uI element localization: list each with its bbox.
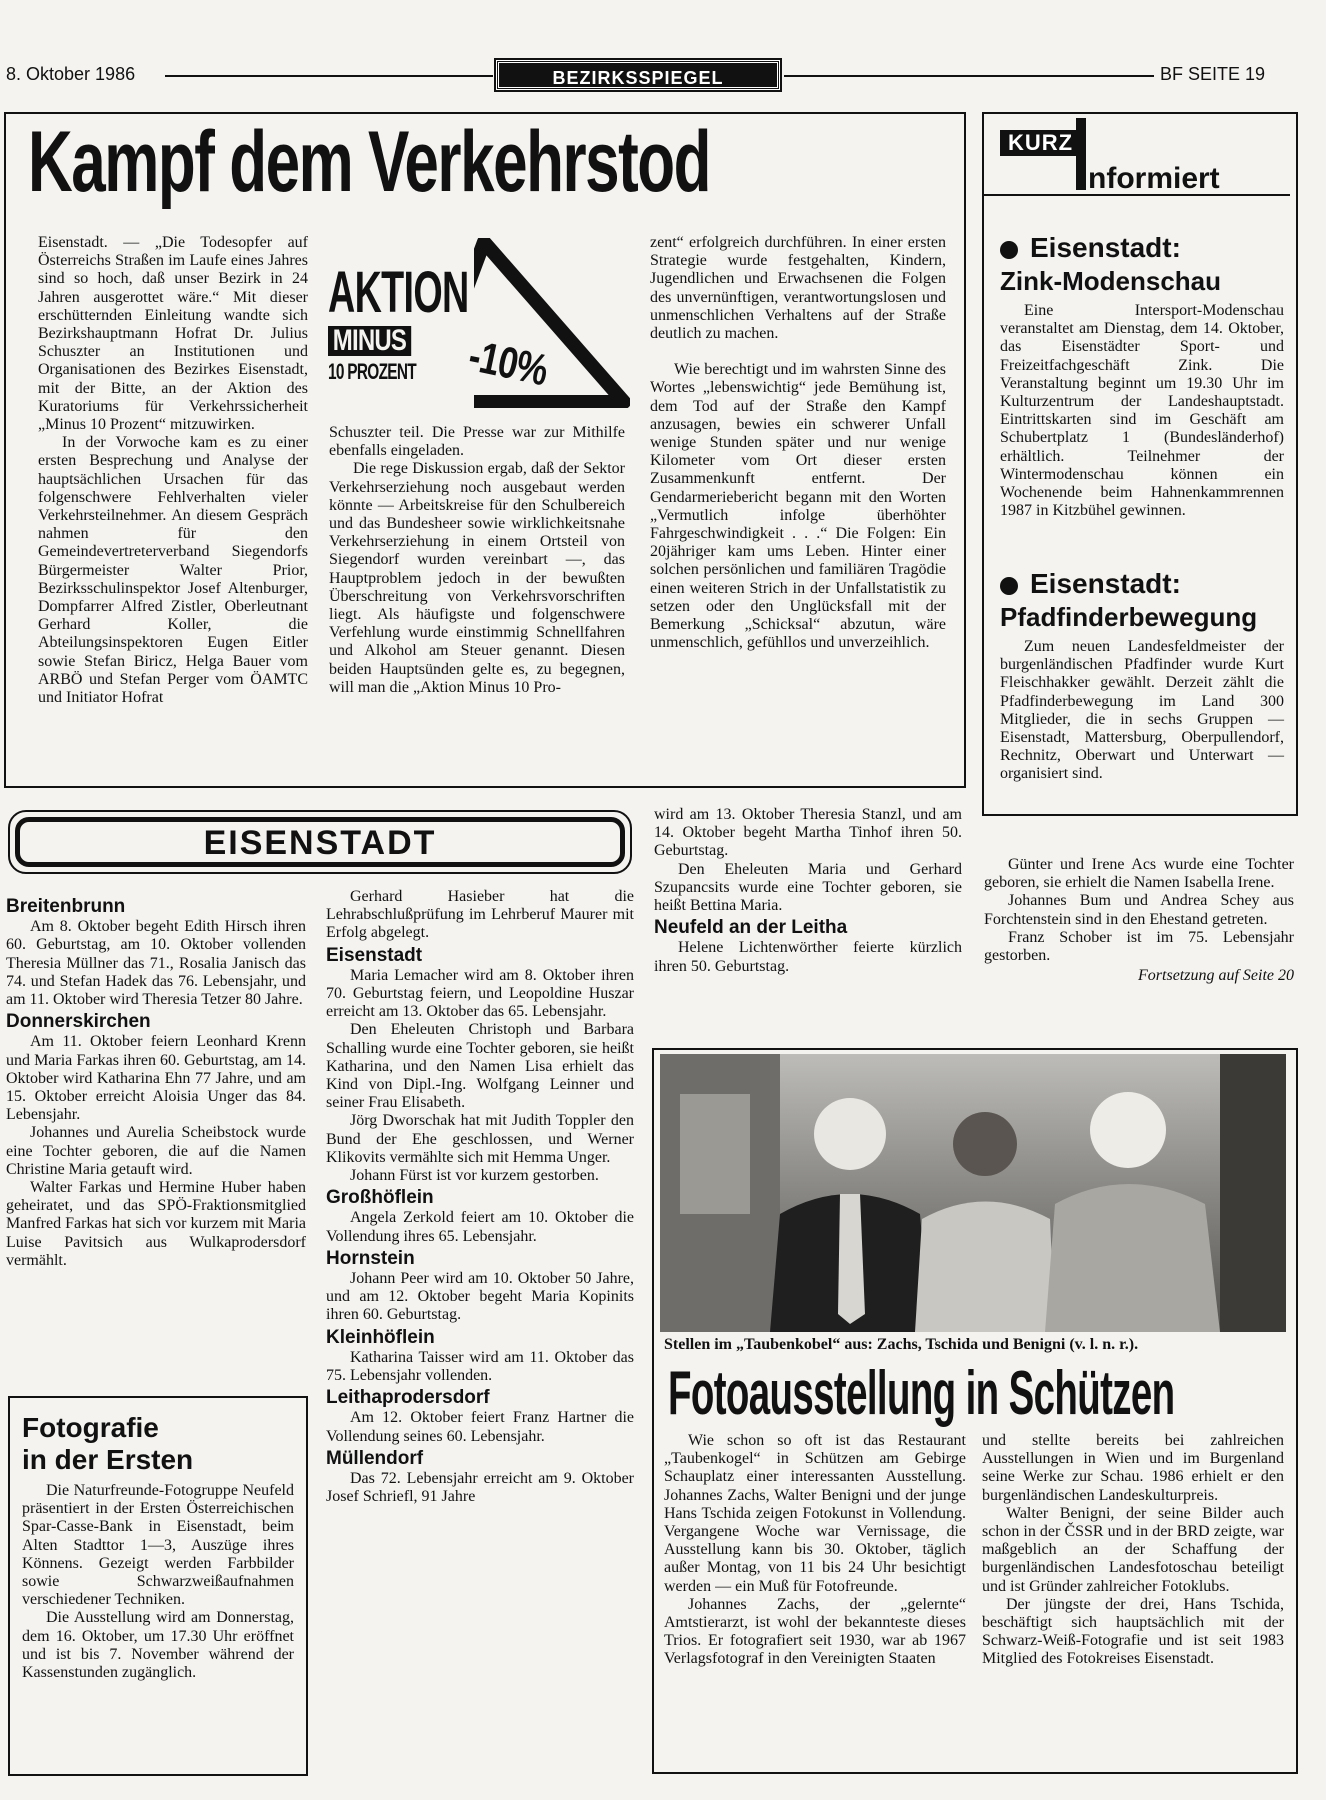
town-heading: Breitenbrunn (6, 896, 126, 917)
notice-paragraph: Am 12. Oktober feiert Franz Hartner die Vollendung seines 60. Lebensjahr. (326, 1409, 634, 1445)
notice-paragraph: Franz Schober ist im 75. Lebensjahr gestorben. (984, 928, 1294, 965)
kurz-item-subtitle: Pfadfinderbewegung (1000, 602, 1258, 632)
town-heading: Neufeld an der Leitha (654, 917, 848, 939)
town-heading: Großhöflein (326, 1187, 434, 1209)
kurz-label: KURZ (1000, 130, 1081, 156)
photo-story-col-1 (664, 1432, 966, 1669)
three-men-photo-icon (660, 1054, 1286, 1332)
eisenstadt-banner (8, 810, 632, 874)
prozent-label: 10 PROZENT (328, 359, 416, 384)
continued-note: Fortsetzung auf Seite 20 (1138, 967, 1294, 985)
photo-story-col-2 (982, 1432, 1284, 1669)
informiert-label: nformiert (1088, 162, 1220, 195)
kurz-item-1 (1000, 232, 1284, 520)
header-rule-left (165, 75, 493, 77)
aktion-minus-logo (324, 238, 630, 408)
issue-date: 8. Oktober 1986 (6, 64, 136, 84)
lead-col-2 (329, 424, 625, 697)
photo-caption: Stellen im „Taubenkobel“ aus: Zachs, Tschida und Benigni (v. l. n. r.). (664, 1336, 1139, 1353)
fotografie-paragraph: Die Naturfreunde-Fotogruppe Neufeld präsentiert in der Ersten Österreichischen Spar-Casse-Bank in Eisenstadt, beim Alten Stadttor 1—3, Auszüge ihres Könnens. Gezeigt werden Farbbilder sowie Schwarzweißaufnahmen verschiedener Techniken. (22, 1482, 294, 1609)
lead-paragraph: In der Vorwoche kam es zu einer ersten Besprechung und Analyse der hauptsächlichen Ursachen für das folgenschwere Fehlverhalten vieler Verkehrsteilnehmer. An diesem Gespräch nahmen für den Gemeindevertreterverband Siegendorfs Bürgermeister Walter Prior, Bezirksschulinspektor Josef Altenburger, Dompfarrer Alfred Zistler, Oberleutnant Gerhard Koller, die Abteilungsinspektoren Eugen Eitler sowie Stefan Biricz, Helga Bauer vom ARBÖ und Stefan Perger vom ÖAMTC und Initiator Hofrat (38, 434, 308, 707)
notice-paragraph: Den Eheleuten Maria und Gerhard Szupancsits wurde eine Tochter geboren, sie heißt Bettina Maria. (654, 860, 962, 915)
fotografie-paragraph: Die Ausstellung wird am Donnerstag, dem 16. Oktober, um 17.30 Uhr eröffnet und ist bis 7. November während der Kassenstunden zugänglich. (22, 1609, 294, 1682)
notice-paragraph: Johannes Bum und Andrea Schey aus Forchtenstein sind in den Ehestand getreten. (984, 892, 1294, 928)
notice-paragraph: Am 11. Oktober feiern Leonhard Krenn und Maria Farkas ihren 60. Geburtstag, am 14. Oktober wird Katharina Ehn 77 Jahre, und am 15. Oktober erreicht Aloisia Unger das 84. Lebensjahr. (6, 1033, 306, 1124)
notice-paragraph: Angela Zerkold feiert am 10. Oktober die Vollendung ihres 65. Lebensjahr. (326, 1209, 634, 1245)
eisenstadt-col-3 (654, 806, 962, 976)
photo-story-paragraph: Wie schon so oft ist das Restaurant „Taubenkogel“ in Schützen am Gebirge Schauplatz einer interessanten Ausstellung. Johannes Zachs, Walter Benigni und der junge Hans Tschida zeigen Fotokunst in Vollendung. Vergangene Woche war Vernissage, die Ausstellung kann bis 30. Oktober, täglich außer Montag, von 11 bis 24 Uhr besichtigt werden — ein Muß für Fotofreunde. (664, 1432, 966, 1595)
kurz-item-subtitle: Zink-Modenschau (1000, 266, 1222, 296)
lead-paragraph: Wie berechtigt und im wahrsten Sinne des Wortes „lebenswichtig“ jede Bemühung ist, dem Tod auf der Straße den Kampf anzusagen, bewies ein schwerer Unfall wenige Stunden später und nur wenige Kilometer vom Ort dieser ersten Zusammenkunft entfernt. Der Gendarmeriebericht begann mit den Worten „Vermutlich infolge überhöhter Fahrgeschwindigkeit . . .“ Die Folgen: Ein 20jähriger kam ums Leben. Hinter einer solchen persönlichen und familiären Tragödie einen weiteren Strich in der Unfallstatistik zu setzen oder den Unglücksfall mit der Bemerkung „Schicksal“ abzutun, wäre unmenschlich, gefühllos und unverzeihlich. (650, 361, 946, 652)
notice-paragraph: wird am 13. Oktober Theresia Stanzl, und am 14. Oktober begeht Martha Tinhof ihren 50. Geburtstag. (654, 806, 962, 860)
kurz-item-text: Zum neuen Landesfeldmeister der burgenländischen Pfadfinder wurde Kurt Fleischhakker gewählt. Derzeit zählt die Pfadfinderbewegung im Land 300 Mitglieder, die in sechs Gruppen — Eisenstadt, Mattersburg, Oberpullendorf, Rechnitz, Oberwart und Unterwart — organisiert sind. (1000, 638, 1284, 783)
page-number: BF SEITE 19 (1160, 64, 1266, 84)
town-heading: Kleinhöflein (326, 1326, 435, 1348)
town-heading: Donnerskirchen (6, 1011, 151, 1033)
photo-story-paragraph: Der jüngste der drei, Hans Tschida, beschäftigt sich hauptsächlich mit der Schwarz-Weiß-Fotografie und ist seit 1983 Mitglied des Fotokreises Eisenstadt. (982, 1595, 1284, 1668)
aktion-label: AKTION (328, 260, 469, 325)
notice-paragraph: Walter Farkas und Hermine Huber haben geheiratet, und das SPÖ-Fraktionsmitglied Manfred Farkas hat sich vor kurzem mit Maria Luise Pavitsich aus Wulkaprodersdorf vermählt. (6, 1179, 306, 1269)
lead-col-3 (650, 234, 946, 652)
notice-paragraph: Katharina Taisser wird am 11. Oktober das 75. Lebensjahr vollenden. (326, 1348, 634, 1385)
lead-headline: Kampf dem Verkehrstod (28, 114, 711, 210)
eisenstadt-col-4 (984, 856, 1294, 985)
minus-label: MINUS (328, 326, 411, 356)
fotografie-title (22, 1412, 193, 1476)
eisenstadt-col-2 (326, 888, 634, 1507)
kurz-item-2 (1000, 568, 1284, 784)
notice-paragraph: Johannes und Aurelia Scheibstock wurde eine Tochter geboren, die auf die Namen Christine Maria getauft wird. (6, 1124, 306, 1178)
kurz-i-bar (1076, 118, 1086, 190)
kurz-item-title: Eisenstadt: (1030, 568, 1181, 599)
town-heading: Leithaprodersdorf (326, 1387, 490, 1409)
notice-paragraph: Günter und Irene Acs wurde eine Tochter geboren, sie erhielt die Namen Isabella Irene. (984, 856, 1294, 892)
notice-paragraph: Johann Peer wird am 10. Oktober 50 Jahre, und am 12. Oktober begeht Maria Kopinits ihren 60. Geburtstag. (326, 1270, 634, 1324)
kurz-item-text: Eine Intersport-Modenschau veranstaltet am Dienstag, dem 14. Oktober, das Eisenstädter Sport- und Freizeitfachgeschäft Zink. Die Veranstaltung beginnt um 19.30 Uhr im Kulturzentrum der Landeshauptstadt. Eintrittskarten sind im Geschäft am Schubertplatz 1 (Bundesländerhof) erhältlich. Teilnehmer der Wintermodenschau können ein Wochenende beim Hahnenkammrennen 1987 in Kitzbühel gewinnen. (1000, 302, 1284, 520)
photo-story-paragraph: Johannes Zachs, der „gelernte“ Amtstierarzt, ist wohl der bekannteste dieses Trios. Er fotografiert seit 1930, war ab 1967 Verlagsfotograf in den Vereinigten Staaten (664, 1595, 966, 1668)
kurz-item-title: Eisenstadt: (1030, 232, 1181, 263)
notice-paragraph: Johann Fürst ist vor kurzem gestorben. (350, 1167, 599, 1185)
notice-paragraph: Helene Lichtenwörther feierte kürzlich ihren 50. Geburtstag. (654, 939, 962, 975)
lead-paragraph: Schuszter teil. Die Presse war zur Mithilfe ebenfalls eingeladen. (329, 424, 625, 460)
section-label: BEZIRKSSPIEGEL (496, 60, 780, 90)
town-heading: Müllendorf (326, 1447, 424, 1469)
photo-story-paragraph: und stellte bereits bei zahlreichen Ausstellungen in Wien und im Burgenland seine Werke zur Schau. 1986 erhielt er den burgenländischen Landeskulturpreis. (982, 1432, 1284, 1504)
notice-paragraph: Am 8. Oktober begeht Edith Hirsch ihren 60. Geburtstag, am 10. Oktober vollenden Theresia Müllner das 71., Rosalia Janisch das 74. und Stefan Hadek das 76. Lebensjahr, und am 11. Oktober wird Theresia Tetzer 80 Jahre. (6, 918, 306, 1009)
notice-paragraph: Das 72. Lebensjahr erreicht am 9. Oktober Josef Schriefl, 91 Jahre (326, 1470, 634, 1506)
notice-paragraph: Gerhard Hasieber hat die Lehrabschlußprüfung im Lehrberuf Maurer mit Erfolg abgelegt. (326, 888, 634, 942)
notice-paragraph: Maria Lemacher wird am 8. Oktober ihren 70. Geburtstag feiern, und Leopoldine Huszar erreicht am 13. Oktober das 65. Lebensjahr. (326, 966, 634, 1021)
lead-col-1 (38, 234, 308, 707)
group-photo (660, 1054, 1286, 1332)
fotografie-title-line: Fotografie (22, 1412, 159, 1443)
notice-paragraph: Jörg Dworschak hat mit Judith Toppler den Bund der Ehe geschlossen, und Werner Klikovits vermählte sich mit Hemma Unger. (326, 1112, 634, 1166)
bullet-icon (1000, 241, 1018, 259)
town-heading: Eisenstadt (326, 944, 423, 966)
town-heading: Hornstein (326, 1247, 415, 1269)
header-rule-right (784, 75, 1154, 77)
fotografie-title-line: in der Ersten (22, 1444, 194, 1475)
notice-paragraph: Den Eheleuten Christoph und Barbara Schalling wurde eine Tochter geboren, sie heißt Katharina, und den Namen Lisa erhielt das Kind von Dipl.-Ing. Wolfgang Leinner und seiner Frau Elisabeth. (326, 1021, 634, 1112)
lead-paragraph: Die rege Diskussion ergab, daß der Sektor Verkehrserziehung noch ausgebaut werden könnte — Arbeitskreise für den Schulbereich und das Bundesheer sowie wirklichkeitsnahe Verkehrserziehung in einem Ortsteil von Siegendorf wurden vereinbart —, das Hauptproblem jedoch in der bewußten Überschreitung von Verkehrsvorschriften liegt. Als häufigste und folgenschwere Verfehlung wurde einstimmig Schnellfahren und Alkohol am Steuer genannt. Diesen beiden Hauptsünden gelte es, zu begegnen, will man die „Aktion Minus 10 Pro- (329, 460, 625, 696)
lead-paragraph: zent“ erfolgreich durchführen. In einer ersten Strategie wurde festgehalten, Kindern, Jugendlichen und Erwachsenen die Folgen des unvernünftigen, verantwortungslosen und unmenschlichen Verhaltens auf der Straße deutlich zu machen. (650, 234, 946, 343)
percent-label: -10% (464, 331, 552, 396)
photo-story-paragraph: Walter Benigni, der seine Bilder auch schon in der ČSSR und in der BRD zeigte, war maßgeblich an der Schaffung der burgenländischen Landesfotoschau beteiligt und ist Gründer zahlreicher Fotoklubs. (982, 1504, 1284, 1595)
eisenstadt-col-1 (6, 894, 306, 1270)
bullet-icon (1000, 577, 1018, 595)
photo-story-headline: Fotoausstellung in Schützen (668, 1359, 1175, 1428)
eisenstadt-banner-title: EISENSTADT (203, 824, 437, 862)
fotografie-body (22, 1482, 294, 1682)
lead-paragraph: Eisenstadt. — „Die Todesopfer auf Österreichs Straßen im Laufe eines Jahres sind so hoch, daß unser Bezirk in 24 Jahren ausgerottet wäre.“ Mit dieser erschütternden Einleitung wandte sich Bezirkshauptmann Hofrat Dr. Julius Schuszter an Institutionen und Organisationen des Bezirkes Eisenstadt, mit der Bitte, an der Aktion des Kuratoriums für Verkehrssicherheit „Minus 10 Prozent“ mitzuwirken. (38, 234, 308, 434)
